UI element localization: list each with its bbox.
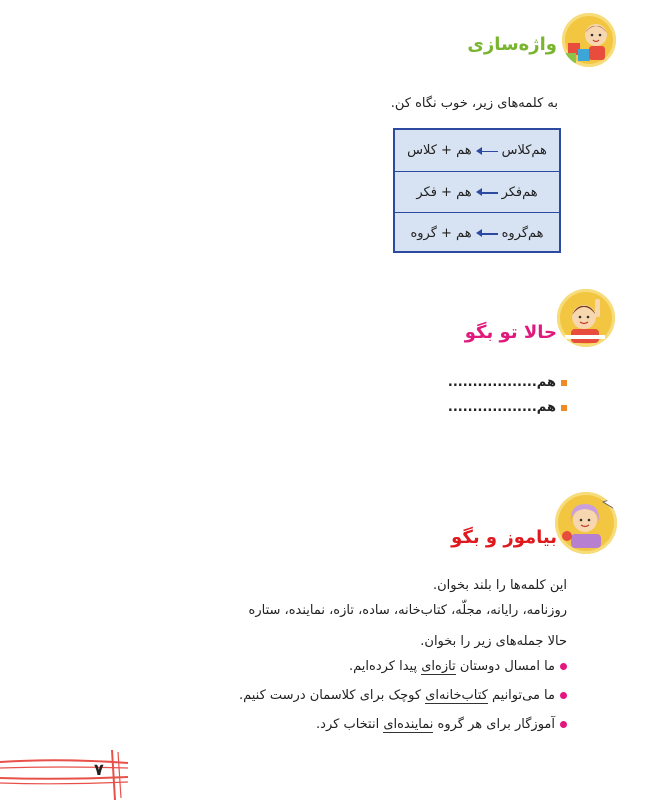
dot-bullet-icon: [560, 663, 567, 670]
sentence-item: ما امسال دوستان تازه‌ای پیدا کرده‌ایم.: [349, 659, 567, 674]
vocab-word-table: [393, 128, 561, 253]
speak-item: هم..................: [448, 375, 567, 390]
table-row: [395, 171, 559, 212]
table-result: هم‌کلاس: [501, 143, 547, 158]
table-result: هم‌گروه: [501, 225, 544, 241]
footer-decoration: [0, 750, 135, 800]
arrow-left-icon: [476, 146, 498, 156]
sentence-item: آموزگار برای هر گروه نماینده‌ای انتخاب کرد.: [316, 717, 567, 732]
square-bullet-icon: [561, 405, 567, 411]
table-row: [395, 212, 559, 253]
arrow-left-icon: [476, 187, 498, 197]
learn-illustration: [555, 492, 617, 554]
learn-words: روزنامه، رایانه، مجلّه، کتاب‌خانه، ساده، تازه، نماینده، ستاره: [248, 603, 567, 618]
table-formula: هم + کلاس: [407, 143, 472, 158]
dot-bullet-icon: [560, 721, 567, 728]
learn-section-title: بیاموز و بگو: [451, 527, 557, 548]
vocab-illustration: [562, 13, 616, 67]
page-number: ۷: [94, 760, 104, 779]
learn-instruction-2: حالا جمله‌های زیر را بخوان.: [420, 634, 567, 649]
vocab-section-title: واژه‌سازی: [467, 34, 557, 55]
table-result: هم‌فکر: [501, 184, 538, 200]
speak-illustration: [557, 289, 615, 347]
arrow-left-icon: [476, 228, 498, 238]
table-formula: هم + فکر: [416, 184, 472, 200]
sentence-item: ما می‌توانیم کتاب‌خانه‌ای کوچک برای کلاسمان درست کنیم.: [239, 688, 567, 703]
vocab-intro: به کلمه‌های زیر، خوب نگاه کن.: [390, 96, 558, 111]
speak-section-title: حالا تو بگو: [464, 322, 557, 343]
table-formula: هم + گروه: [410, 225, 472, 241]
square-bullet-icon: [561, 380, 567, 386]
dot-bullet-icon: [560, 692, 567, 699]
table-row: [395, 130, 559, 171]
learn-instruction: این کلمه‌ها را بلند بخوان.: [432, 578, 567, 593]
speak-item: هم..................: [448, 400, 567, 415]
